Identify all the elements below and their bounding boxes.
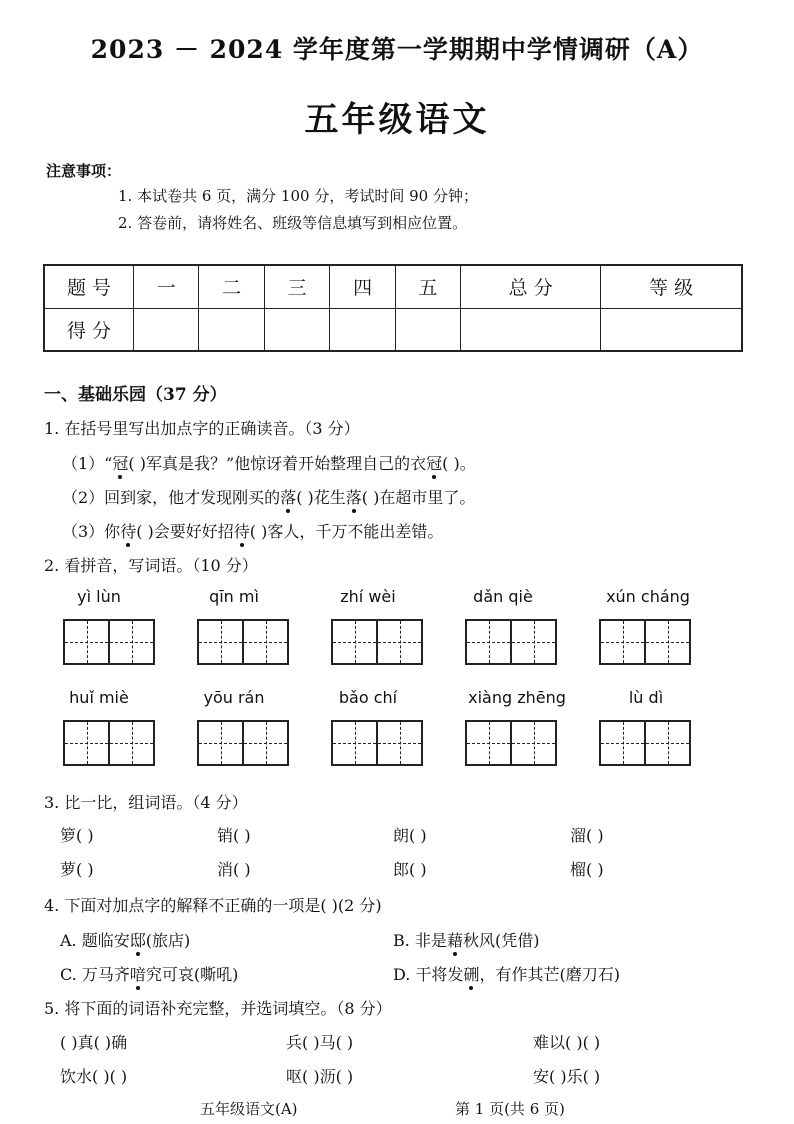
score-input-cell[interactable] xyxy=(601,308,742,351)
idiom-blank[interactable]: 饮水( )( ) xyxy=(60,1067,128,1086)
idiom-blank[interactable]: 难以( )( ) xyxy=(533,1033,601,1052)
text: 秋风(凭借) xyxy=(462,931,540,950)
notice-heading: 注意事项： xyxy=(46,162,122,180)
option-c[interactable] xyxy=(60,962,238,985)
question-1-line-1 xyxy=(62,451,476,474)
score-input-cell[interactable] xyxy=(134,308,199,351)
table-cell: 一 xyxy=(134,265,199,308)
question-5-title: 5. 将下面的词语补充完整，并选词填空。（8 分） xyxy=(44,999,392,1018)
text: ( )会要好好招 xyxy=(136,522,234,541)
text: （2）回到家，他才发现刚买的 xyxy=(62,488,281,507)
pinyin-label: qīn mì xyxy=(209,587,259,606)
dotted-char: 待 xyxy=(120,522,137,541)
table-cell: 总 分 xyxy=(461,265,601,308)
text: A. 题临安 xyxy=(60,931,130,950)
word-blank[interactable]: 箩( ) xyxy=(60,826,94,845)
dotted-char: 邸 xyxy=(129,931,146,950)
pinyin-label: yì lùn xyxy=(77,587,121,606)
question-1-line-3 xyxy=(62,519,443,542)
idiom-blank[interactable]: 兵( )马( ) xyxy=(286,1033,354,1052)
tianzige-box[interactable] xyxy=(63,720,155,766)
footer-page-number: 第 1 页(共 6 页) xyxy=(455,1100,565,1118)
word-blank[interactable]: 萝( ) xyxy=(60,860,94,879)
word-blank[interactable]: 榴( ) xyxy=(570,860,604,879)
tianzige-box[interactable] xyxy=(331,619,423,665)
word-blank[interactable]: 销( ) xyxy=(217,826,251,845)
tianzige-box[interactable] xyxy=(63,619,155,665)
table-cell: 得 分 xyxy=(44,308,134,351)
dotted-char: 喑 xyxy=(129,965,146,984)
option-d[interactable] xyxy=(393,962,620,985)
word-blank[interactable]: 朗( ) xyxy=(393,826,427,845)
text: ( )客人，千万不能出差错。 xyxy=(249,522,444,541)
option-a[interactable] xyxy=(60,928,190,951)
idiom-blank[interactable]: 安( )乐( ) xyxy=(533,1067,601,1086)
tianzige-box[interactable] xyxy=(197,619,289,665)
text: ( )在超市里了。 xyxy=(361,488,476,507)
dotted-char: 待 xyxy=(233,522,250,541)
score-input-cell[interactable] xyxy=(330,308,395,351)
pinyin-label: bǎo chí xyxy=(338,688,398,707)
text: ( )花生 xyxy=(296,488,346,507)
idiom-blank[interactable]: 呕( )沥( ) xyxy=(286,1067,354,1086)
dotted-char: 硎 xyxy=(463,965,480,984)
pinyin-label: xiàng zhēng xyxy=(468,688,566,707)
dotted-char: 落 xyxy=(280,488,297,507)
section-title: 一、基础乐园（37 分） xyxy=(44,385,227,405)
option-b[interactable] xyxy=(393,928,539,951)
tianzige-box[interactable] xyxy=(599,720,691,766)
notice-item: 2. 答卷前，请将姓名、班级等信息填写到相应位置。 xyxy=(118,214,468,232)
word-blank[interactable]: 溜( ) xyxy=(570,826,604,845)
text: （1）“ xyxy=(62,454,113,473)
score-table-score-row xyxy=(44,308,742,351)
dotted-char: 藉 xyxy=(446,931,463,950)
pinyin-label: lù dì xyxy=(628,688,664,707)
table-cell: 等 级 xyxy=(601,265,742,308)
exam-subtitle: 五年级语文 xyxy=(304,100,490,140)
footer-subject: 五年级语文(A) xyxy=(200,1100,298,1118)
score-input-cell[interactable] xyxy=(199,308,264,351)
score-input-cell[interactable] xyxy=(461,308,601,351)
dotted-char: 冠 xyxy=(112,454,129,473)
pinyin-label: zhí wèi xyxy=(340,587,396,606)
word-blank[interactable]: 郎( ) xyxy=(393,860,427,879)
dotted-char: 落 xyxy=(345,488,362,507)
question-3-title: 3. 比一比，组词语。（4 分） xyxy=(44,793,248,812)
notice-item: 1. 本试卷共 6 页，满分 100 分，考试时间 90 分钟； xyxy=(118,187,478,205)
tianzige-box[interactable] xyxy=(465,619,557,665)
text: C. 万马齐 xyxy=(60,965,130,984)
tianzige-box[interactable] xyxy=(599,619,691,665)
pinyin-label: yōu rán xyxy=(203,688,265,707)
question-4-title: 4. 下面对加点字的解释不正确的一项是( )(2 分) xyxy=(44,896,382,915)
pinyin-label: huǐ miè xyxy=(69,688,129,707)
text: ，有作其芒(磨刀石) xyxy=(479,965,620,984)
text: 究可哀(嘶吼) xyxy=(145,965,239,984)
tianzige-box[interactable] xyxy=(465,720,557,766)
text: D. 干将发 xyxy=(393,965,464,984)
score-table xyxy=(43,264,743,352)
tianzige-box[interactable] xyxy=(197,720,289,766)
exam-title: 2023 － 2024 学年度第一学期期中学情调研（A） xyxy=(90,35,704,64)
table-cell: 五 xyxy=(395,265,460,308)
table-cell: 题 号 xyxy=(44,265,134,308)
question-2-title: 2. 看拼音，写词语。（10 分） xyxy=(44,556,258,575)
table-cell: 二 xyxy=(199,265,264,308)
text: B. 非是 xyxy=(393,931,447,950)
question-1-title: 1. 在括号里写出加点字的正确读音。（3 分） xyxy=(44,419,360,438)
idiom-blank[interactable]: ( )真( )确 xyxy=(60,1033,128,1052)
question-1-line-2 xyxy=(62,485,475,508)
table-cell: 三 xyxy=(264,265,329,308)
pinyin-label: dǎn qiè xyxy=(473,587,533,606)
score-table-header-row xyxy=(44,265,742,308)
text: (旅店) xyxy=(145,931,191,950)
text: ( )军真是我？”他惊讶着开始整理自己的衣 xyxy=(128,454,427,473)
word-blank[interactable]: 消( ) xyxy=(217,860,251,879)
pinyin-label: xún cháng xyxy=(606,587,690,606)
dotted-char: 冠 xyxy=(426,454,443,473)
text: （3）你 xyxy=(62,522,121,541)
table-cell: 四 xyxy=(330,265,395,308)
tianzige-box[interactable] xyxy=(331,720,423,766)
score-input-cell[interactable] xyxy=(395,308,460,351)
score-input-cell[interactable] xyxy=(264,308,329,351)
text: ( )。 xyxy=(442,454,476,473)
